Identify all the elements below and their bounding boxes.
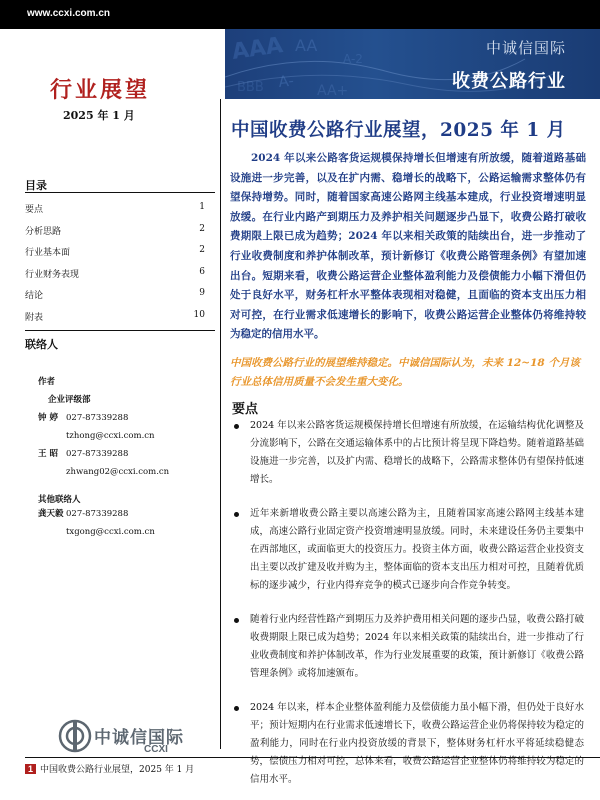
header-banner — [225, 29, 600, 99]
svg-text:A-2: A-2 — [343, 52, 363, 66]
page-title: 中国收费公路行业展望，2025 年 1 月 — [231, 120, 566, 141]
bullet-icon — [234, 512, 239, 517]
list-item: 近年来新增收费公路主要以高速公路为主，且随着国家高速公路网主线基本建成，高速公路行业固定资产投资增速明显放缓。同时，未来建设任务仍主要集中在西部地区，或面临更大的投资压力。投资主体方面，收费公路运营企业投资支出主要以改扩建及收并购为主，整体面临的资本支出压力相对可控，且随着优质标的逐步减少，行业内得弃竞争的模式已逐步向合作竞争转变。 — [232, 505, 584, 595]
list-item: 随着行业内经营性路产到期压力及养护费用相关问题的逐步凸显，收费公路打破收费期限上限已成为趋势；2024 年以来相关政策的陆续出台，进一步推动了行业收费制度和养护体制改革，作为行业发展重要的政策，预计新修订《收费公路管理条例》或将加速颁布。 — [232, 611, 584, 683]
banner-industry: 收费公路行业 — [452, 71, 566, 92]
svg-text:BBB: BBB — [237, 80, 264, 95]
website-url[interactable]: www.ccxi.com.cn — [27, 8, 110, 19]
logo-mark-icon — [58, 719, 92, 753]
list-item: 2024 年以来公路客货运规模保持增长但增速有所放缓，在运输结构优化调整及分流影响下，公路在交通运输体系中的占比预计将呈现下降趋势。随着道路基础设施进一步完善，以及扩内需、稳增长的战略下，公路需求整体仍有望保持低速增长。 — [232, 417, 584, 489]
svg-text:AA+: AA+ — [317, 83, 349, 99]
logo-subtext: CCXI — [144, 744, 168, 755]
page-number: 1 — [25, 764, 36, 774]
toc-title: 目录 — [25, 179, 47, 192]
contact-row: 钟 婷 027-87339288 — [38, 413, 129, 423]
top-bar — [0, 0, 600, 29]
column-divider — [220, 99, 221, 749]
toc-item[interactable]: 分析思路 2 — [25, 223, 205, 237]
contacts-block — [38, 375, 218, 541]
report-date: 2025 年 1 月 — [63, 109, 135, 122]
bullet-icon — [234, 618, 239, 623]
contact-email-row — [38, 523, 218, 541]
email-link[interactable]: txgong@ccxi.com.cn — [66, 527, 155, 537]
other-contacts-label: 其他联络人 — [38, 495, 81, 505]
email-link[interactable]: zhwang02@ccxi.com.cn — [66, 467, 170, 477]
toc-rule — [25, 192, 215, 193]
email-link[interactable]: tzhong@ccxi.com.cn — [66, 431, 155, 441]
bullet-icon — [234, 706, 239, 711]
summary-paragraph: 2024 年以来公路客货运规模保持增长但增速有所放缓，随着道路基础设施进一步完善，以及在扩内需、稳增长的战略下，公路运输需求整体仍有望保持增势。同时，随着国家高速公路网主线基本建成，行业投资增速明显放缓。在行业内路产到期压力及养护相关问题逐步凸显下，收费公路打破收费期限上限已成为趋势；2024 年以来相关政策的陆续出台，进一步推动了行业收费制度和养护体制改革，预计新修订《收费公路管理条例》有望加速出台。短期来看，收费公路运营企业整体盈利能力及偿债能力小幅下滑但仍处于良好水平，财务杠杆水平整体表现相对稳健，且面临的资本支出压力相对可控，在行业需求低速增长的影响下，收费公路运营企业整体仍将维持较为稳定的信用水平。 — [230, 152, 586, 341]
ccxi-logo — [58, 717, 188, 761]
contact-row: 龚天毅 027-87339288 — [38, 509, 129, 519]
toc-item[interactable]: 附表 10 — [25, 309, 205, 323]
outlook-statement: 中国收费公路行业的展望维持稳定。中诚信国际认为，未来 12~18 个月该行业总体信用质量不会发生重大变化。 — [230, 357, 580, 388]
toc-item[interactable]: 要点 1 — [25, 202, 205, 215]
list-item: 2024 年以来，样本企业整体盈利能力及偿债能力虽小幅下滑，但仍处于良好水平；预计短期内在行业需求低速增长下，收费公路运营企业仍将保持较为稳定的盈利能力，同时在行业内投资放缓的背景下，整体财务杠杆水平将延续稳健态势，偿债压力相对可控，总体来看，收费公路运营企业整体仍将维持较为稳定的信用水平。 — [232, 699, 584, 789]
page-footer — [25, 762, 194, 775]
doc-type: 行业展望 — [50, 77, 151, 103]
contacts-title: 联络人 — [25, 338, 58, 351]
key-points-list — [232, 417, 584, 789]
footer-text: 中国收费公路行业展望，2025 年 1 月 — [40, 765, 195, 775]
authors-label: 作者 — [38, 377, 56, 387]
dept-label: 企业评级部 — [48, 395, 91, 405]
banner-company: 中诚信国际 — [485, 39, 566, 57]
toc-item[interactable]: 行业基本面 2 — [25, 245, 205, 258]
bullet-icon — [234, 424, 239, 429]
left-sidebar — [0, 29, 225, 800]
contact-row: 王 昭 027-87339288 — [38, 449, 129, 459]
toc-item[interactable]: 结论 9 — [25, 288, 205, 301]
svg-text:A-: A- — [277, 71, 295, 91]
toc-bottom-rule — [25, 330, 215, 331]
logo-text: 中诚信国际 — [94, 728, 184, 747]
svg-text:AA: AA — [295, 36, 318, 55]
toc-item[interactable]: 行业财务表现 6 — [25, 266, 205, 280]
svg-text:AAA: AAA — [230, 33, 285, 65]
contact-email-row — [38, 427, 218, 445]
table-of-contents — [25, 202, 205, 331]
footer-rule — [25, 757, 600, 758]
contact-email-row — [38, 463, 218, 481]
key-points-title: 要点 — [232, 402, 259, 417]
